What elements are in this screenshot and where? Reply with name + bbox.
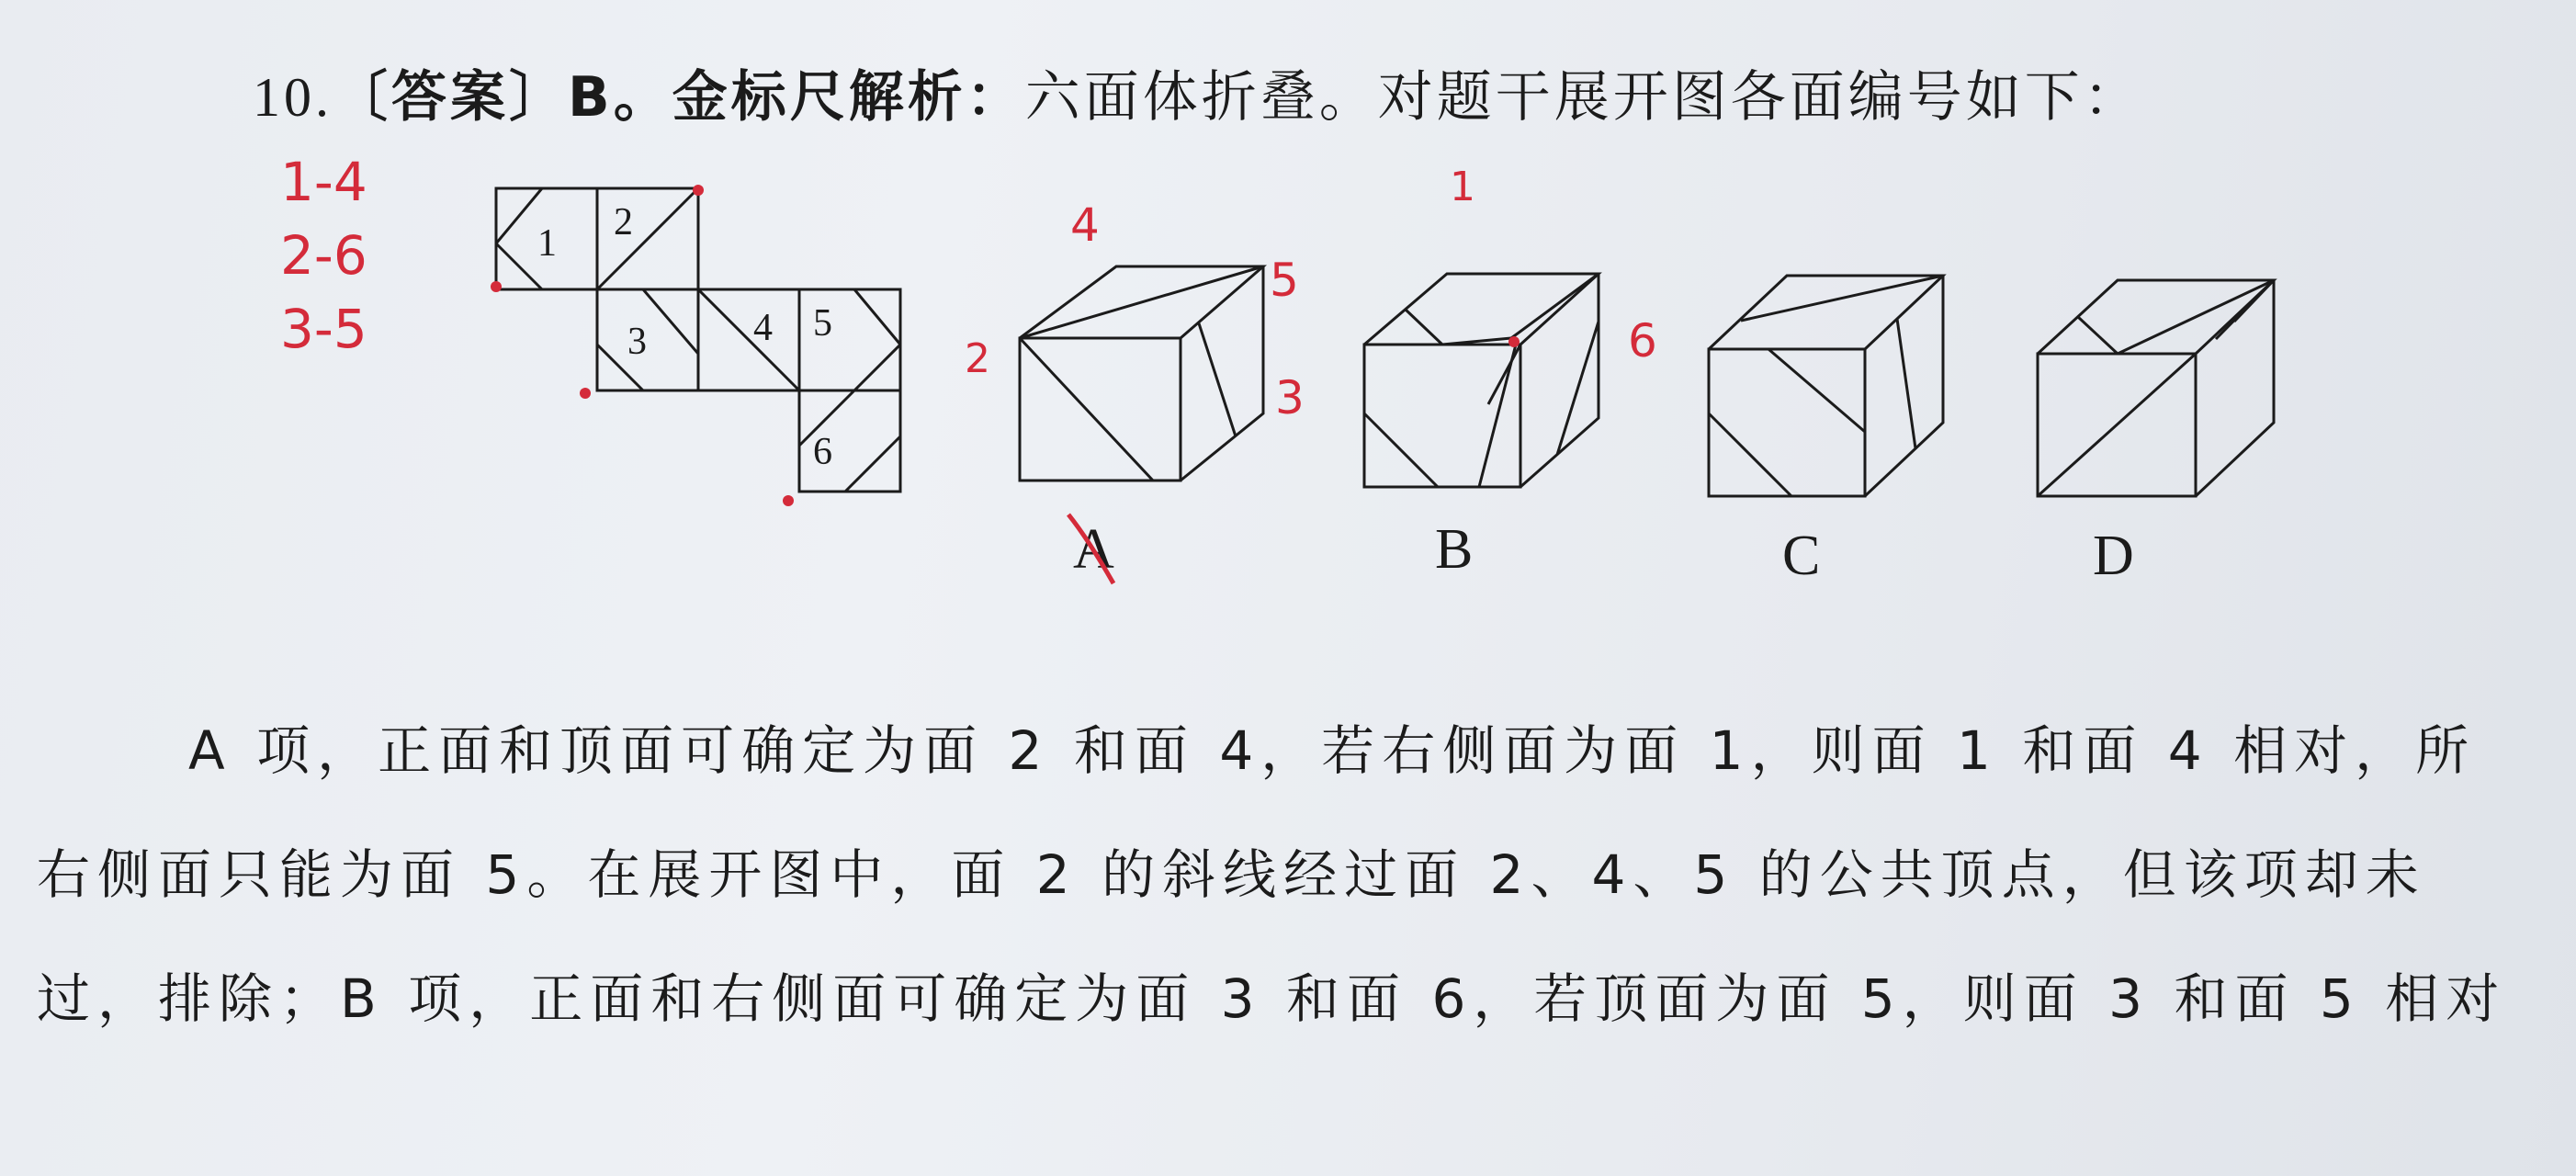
face-number: 1 (537, 222, 557, 265)
analysis-label: 金标尺解析： (672, 65, 1025, 130)
explanation-line-3: 过，排除；B 项，正面和右侧面可确定为面 3 和面 6，若顶面为面 5，则面 3 和面 5 相对 (37, 967, 2507, 1030)
option-label-c: C (1782, 525, 1821, 587)
option-labels (1073, 518, 2134, 587)
cube-option-d (2038, 280, 2274, 496)
net-face-3 (597, 289, 698, 390)
heading-text: 六面体折叠。对题干展开图各面编号如下： (1024, 65, 2142, 130)
option-a-red-marks (965, 198, 1305, 424)
red-mark: 6 (1628, 314, 1657, 368)
explanation-line-2: 右侧面只能为面 5。在展开图中，面 2 的斜线经过面 2、4、5 的公共顶点，但该项却未 (37, 843, 2426, 906)
face-number: 6 (813, 431, 832, 473)
red-dot (1508, 336, 1520, 347)
option-label-d: D (2093, 525, 2134, 587)
red-mark: 1 (1450, 164, 1475, 210)
option-b-red-marks (1450, 164, 1657, 368)
face-number: 5 (813, 302, 832, 345)
red-mark: 2 (965, 335, 990, 382)
pair-note: 2-6 (280, 224, 367, 287)
face-number: 2 (614, 201, 633, 243)
answer-label: 〔答案〕B。 (333, 65, 672, 130)
explanation-line-1: A 项，正面和顶面可确定为面 2 和面 4，若右侧面为面 1，则面 1 和面 4 相对，所 (188, 719, 2477, 782)
option-label-a: A (1073, 518, 1114, 581)
red-mark: 5 (1270, 254, 1299, 307)
red-mark: 4 (1070, 198, 1100, 252)
question-number: 10. (253, 67, 333, 128)
pair-note: 3-5 (280, 298, 367, 360)
pair-note: 1-4 (280, 151, 367, 213)
face-number: 3 (627, 321, 647, 363)
red-mark: 3 (1275, 371, 1305, 424)
option-label-b: B (1435, 518, 1474, 581)
handwritten-pairs (280, 151, 367, 360)
cube-net (496, 188, 900, 492)
cube-option-a (1020, 266, 1263, 481)
face-number: 4 (753, 307, 773, 349)
cube-option-b (1364, 274, 1599, 487)
cube-option-c (1709, 276, 1943, 496)
